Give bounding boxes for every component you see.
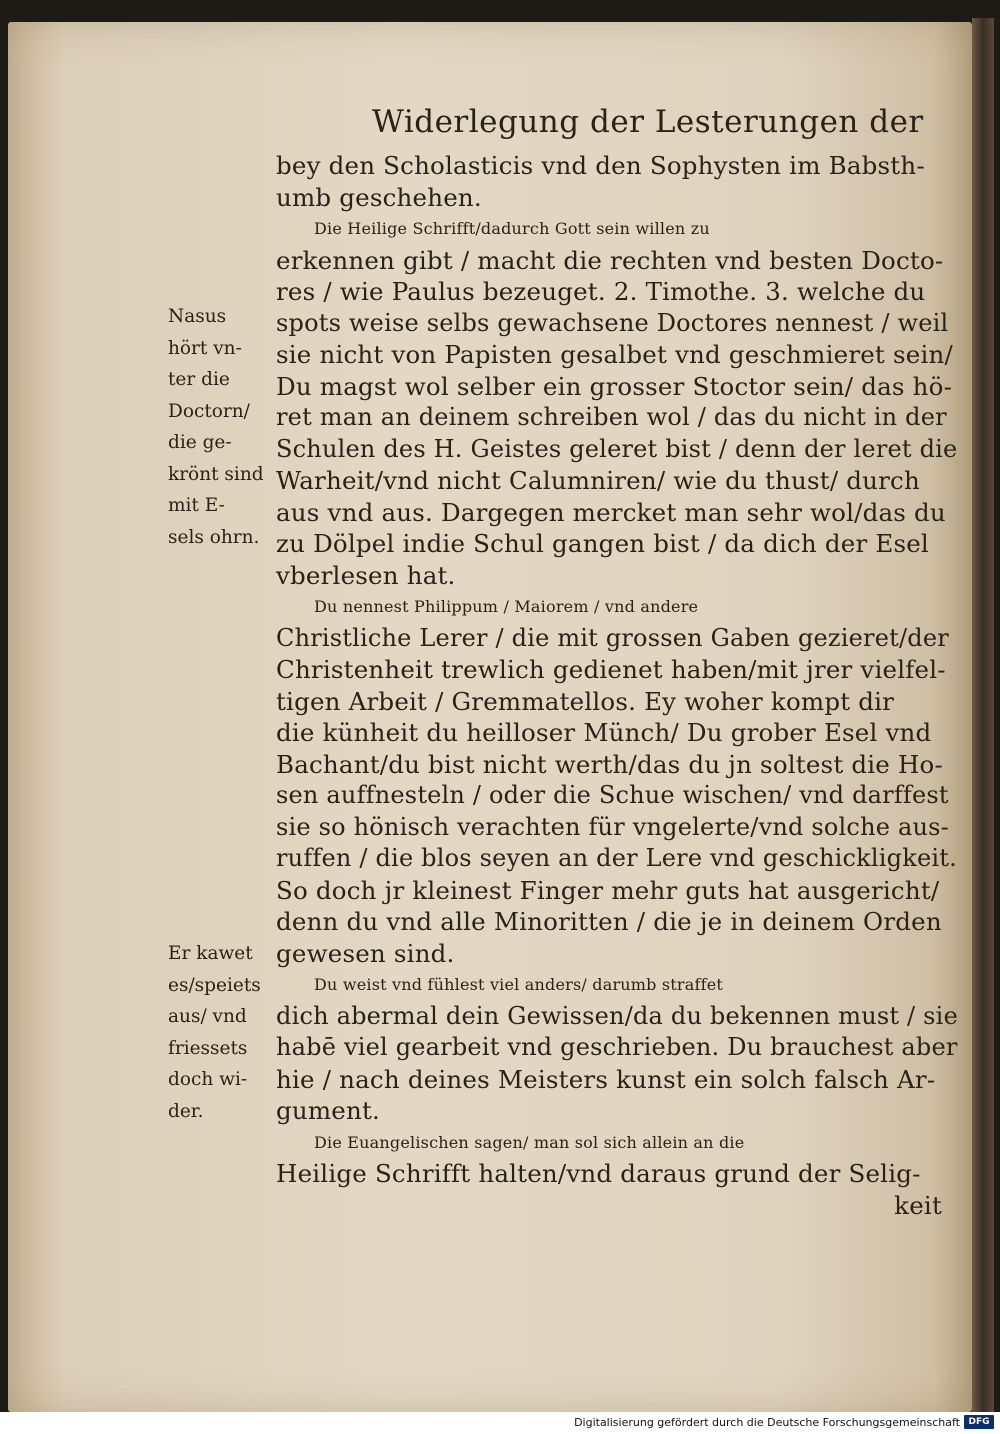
margin-note-line: mit E- bbox=[168, 495, 225, 516]
text-line: Heilige Schrifft halten/vnd daraus grund der Selig- bbox=[276, 1159, 921, 1188]
book-edge bbox=[972, 18, 994, 1412]
margin-note-2 bbox=[168, 938, 273, 1127]
text-line: hie / nach deines Meisters kunst ein solch falsch Ar- bbox=[276, 1064, 936, 1094]
margin-note-line: es/speiets bbox=[168, 974, 261, 996]
footer-credit: Digitalisierung gefördert durch die Deutsche Forschungsgemeinschaft bbox=[574, 1416, 960, 1429]
text-line: Die Heilige Schrifft/dadurch Gott sein willen zu bbox=[314, 219, 710, 238]
text-line: umb geschehen. bbox=[276, 182, 482, 212]
text-line: dich abermal dein Gewissen/da du bekennen must / sie bbox=[276, 1001, 958, 1030]
margin-note-1 bbox=[168, 301, 273, 553]
text-line: denn du vnd alle Minoritten / die je in deinem Orden bbox=[276, 907, 942, 936]
text-line: sie nicht von Papisten gesalbet vnd geschmieret sein/ bbox=[276, 340, 953, 369]
text-line: Christliche Lerer / die mit grossen Gaben gezieret/der bbox=[276, 623, 949, 652]
text-line: ruffen / die blos seyen an der Lere vnd geschickligkeit. bbox=[276, 844, 957, 872]
dfg-logo: DFG bbox=[964, 1415, 994, 1429]
text-line: sen auffnesteln / oder die Schue wischen/ vnd darffest bbox=[276, 781, 949, 809]
margin-note-line: die ge- bbox=[168, 432, 232, 453]
margin-note-line: doch wi- bbox=[168, 1069, 248, 1090]
margin-note-line: Nasus bbox=[168, 306, 227, 327]
text-line: Schulen des H. Geistes geleret bist / denn der leret die bbox=[276, 434, 958, 463]
body-text bbox=[276, 150, 956, 1221]
margin-note-line: krönt sind bbox=[168, 463, 264, 485]
text-line: Die Euangelischen sagen/ man sol sich allein an die bbox=[314, 1132, 745, 1152]
margin-note-line: sels ohrn. bbox=[168, 526, 260, 548]
text-line: zu Dölpel indie Schul gangen bist / da dich der Esel bbox=[276, 529, 929, 558]
text-line: So doch jr kleinest Finger mehr guts hat ausgericht/ bbox=[276, 875, 940, 905]
text-line: habē viel gearbeit vnd geschrieben. Du brauchest aber bbox=[276, 1033, 958, 1061]
text-line: erkennen gibt / macht die rechten vnd besten Docto- bbox=[276, 245, 944, 275]
text-line: Du weist vnd fühlest viel anders/ darumb straffet bbox=[314, 975, 724, 994]
margin-note-line: der. bbox=[168, 1100, 204, 1122]
text-line: Du magst wol selber ein grosser Stoctor sein/ das hö- bbox=[276, 371, 953, 401]
text-line: gument. bbox=[276, 1096, 381, 1125]
footer-bar bbox=[0, 1412, 1000, 1434]
margin-note-line: Doctorn/ bbox=[168, 400, 250, 422]
text-line: keit bbox=[894, 1190, 942, 1220]
text-line: res / wie Paulus bezeuget. 2. Timothe. 3. welche du bbox=[276, 277, 926, 306]
text-line: Du nennest Philippum / Maiorem / vnd andere bbox=[314, 597, 699, 616]
running-head: Widerlegung der Lesterungen der bbox=[372, 104, 924, 140]
text-line: Bachant/du bist nicht werth/das du jn soltest die Ho- bbox=[276, 749, 943, 779]
margin-note-line: aus/ vnd bbox=[168, 1006, 247, 1027]
text-line: vberlesen hat. bbox=[276, 560, 456, 590]
text-line: bey den Scholasticis vnd den Sophysten im Babsth- bbox=[276, 151, 925, 180]
text-line: Christenheit trewlich gedienet haben/mit jrer vielfel- bbox=[276, 655, 946, 684]
text-line: sie so hönisch verachten für vngelerte/vnd solche aus- bbox=[276, 812, 949, 841]
text-line: aus vnd aus. Dargegen mercket man sehr wol/das du bbox=[276, 497, 946, 527]
text-line: gewesen sind. bbox=[276, 938, 455, 968]
text-line: ret man an deinem schreiben wol / das du nicht in der bbox=[276, 403, 947, 431]
margin-note-line: hört vn- bbox=[168, 337, 242, 359]
margin-note-line: Er kawet bbox=[168, 943, 253, 964]
text-line: Warheit/vnd nicht Calumniren/ wie du thust/ durch bbox=[276, 466, 920, 495]
margin-note-line: ter die bbox=[168, 369, 230, 390]
text-line: die künheit du heilloser Münch/ Du grober Esel vnd bbox=[276, 718, 932, 747]
text-line: spots weise selbs gewachsene Doctores nennest / weil bbox=[276, 308, 949, 337]
text-line: tigen Arbeit / Gremmatellos. Ey woher kompt dir bbox=[276, 686, 895, 716]
margin-note-line: friessets bbox=[168, 1037, 248, 1059]
